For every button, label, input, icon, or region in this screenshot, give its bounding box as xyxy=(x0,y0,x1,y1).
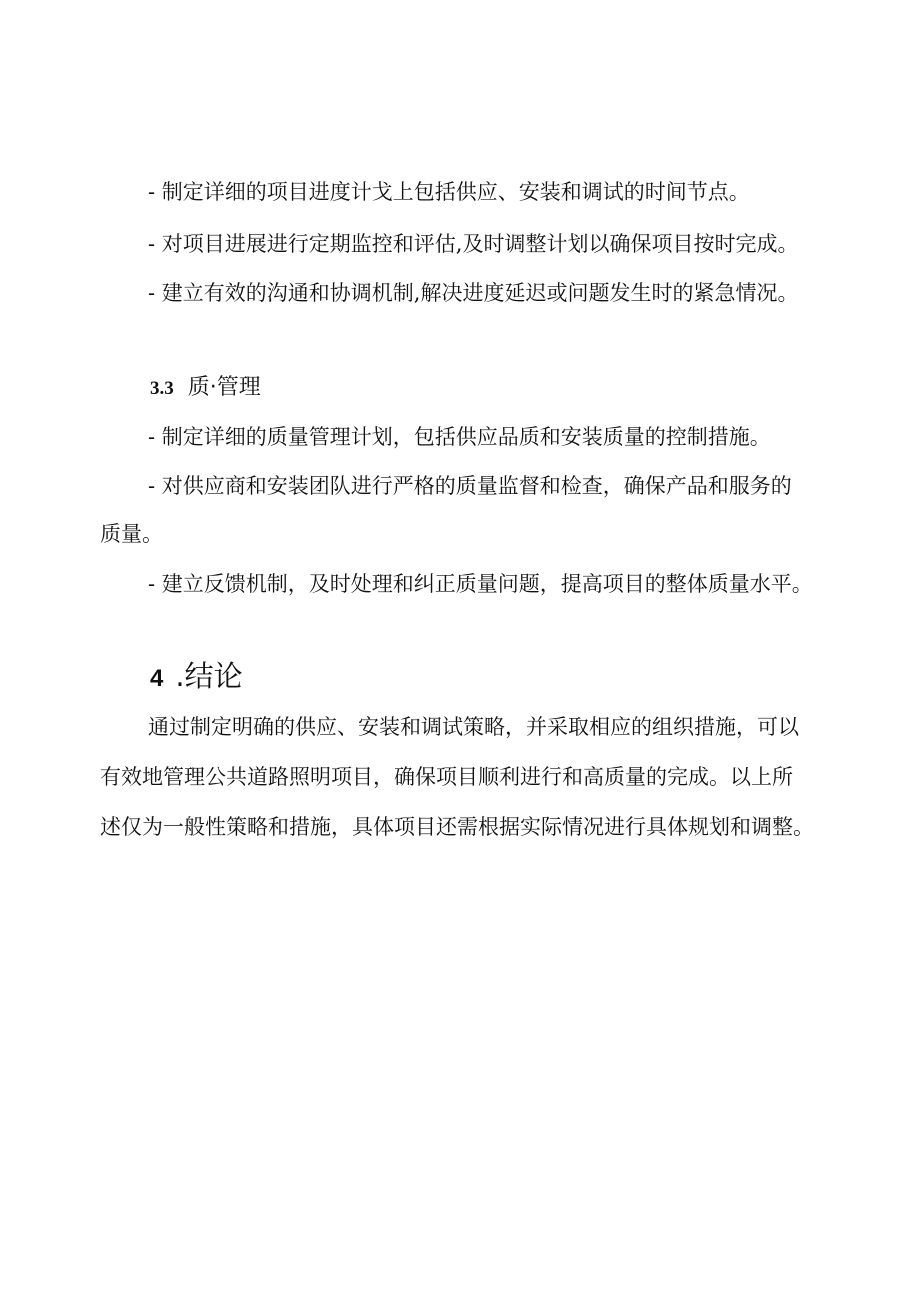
section-heading-quality xyxy=(150,373,261,404)
progress-item-1: - 制定详细的项目进度计戈上包括供应、安装和调试的时间节点。 xyxy=(148,180,750,204)
quality-item-3: - 建立反馈机制，及时处理和纠正质量问题，提高项目的整体质量水平。 xyxy=(148,572,813,596)
section-number: 4 xyxy=(150,665,164,692)
section-title: 质·管理 xyxy=(187,375,261,400)
quality-item-2-continuation: 质量。 xyxy=(100,522,163,546)
conclusion-line-1: 通过制定明确的供应、安装和调试策略，并采取相应的组织措施，可以 xyxy=(148,715,799,739)
progress-item-2: - 对项目进展进行定期监控和评估,及时调整计划以确保项目按时完成。 xyxy=(148,232,799,256)
section-heading-conclusion xyxy=(150,658,243,697)
progress-item-3: - 建立有效的沟通和协调机制,解决进度延迟或问题发生时的紧急情况。 xyxy=(148,281,799,305)
conclusion-line-3: 述仅为一般性策略和措施，具体项目还需根据实际情况进行具体规划和调整。 xyxy=(100,815,814,839)
conclusion-line-2: 有效地管理公共道路照明项目，确保项目顺利进行和高质量的完成。以上所 xyxy=(100,765,793,789)
quality-item-2: - 对供应商和安装团队进行严格的质量监督和检查，确保产品和服务的 xyxy=(148,474,792,498)
quality-item-1: - 制定详细的质量管理计划，包括供应品质和安装质量的控制措施。 xyxy=(148,425,771,449)
section-number: 3.3 xyxy=(150,378,174,399)
section-title: .结论 xyxy=(175,659,243,693)
